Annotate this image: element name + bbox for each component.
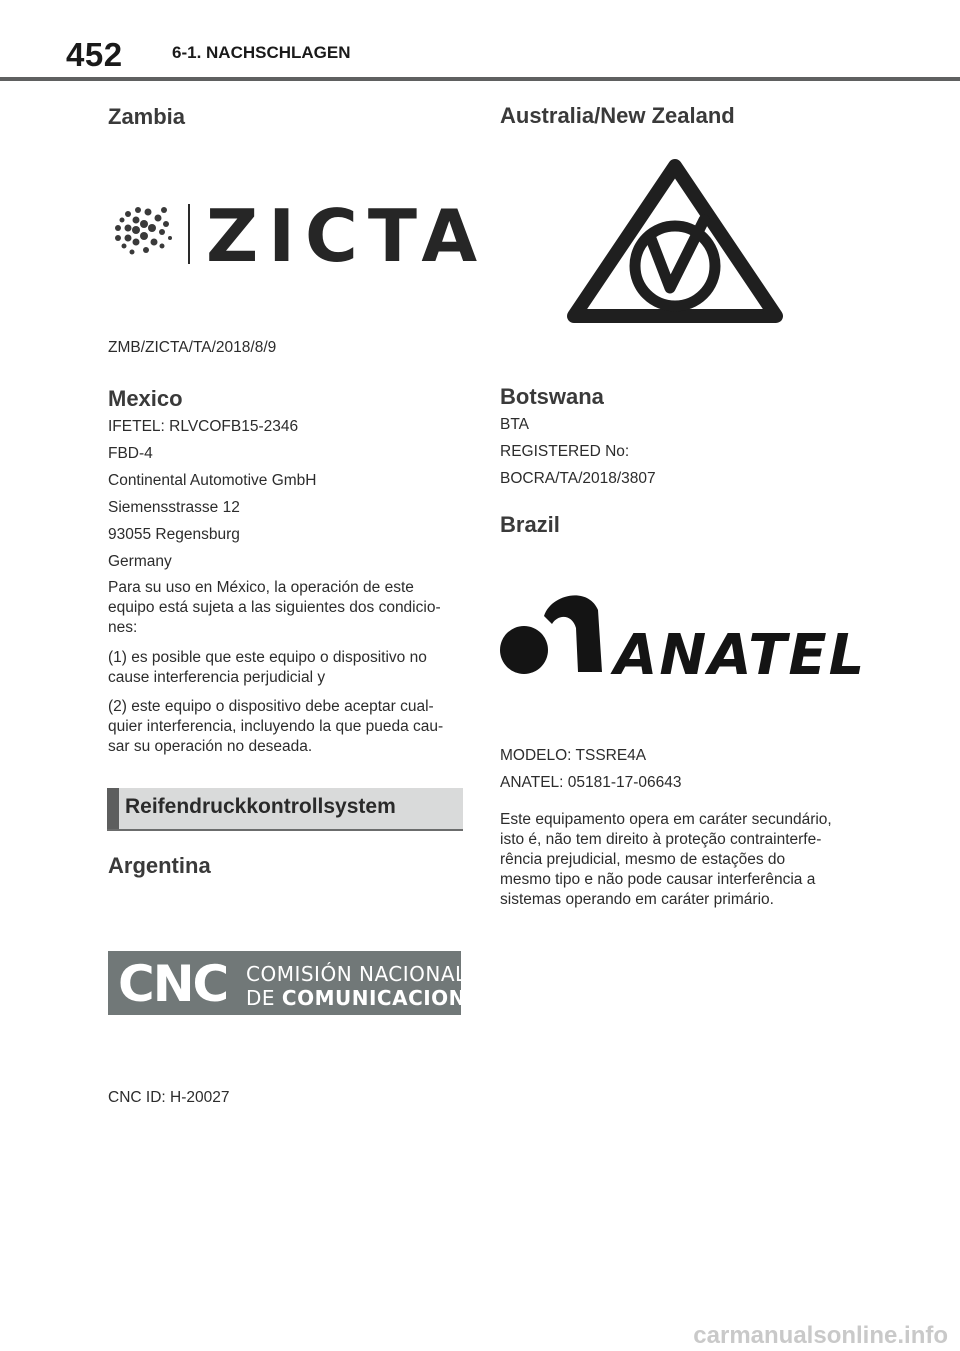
mexico-line: Continental Automotive GmbH [108, 472, 317, 489]
header-rule [0, 77, 960, 81]
mexico-line: IFETEL: RLVCOFB15-2346 [108, 418, 299, 435]
mexico-line: FBD-4 [108, 445, 153, 462]
botswana-line: BTA [500, 416, 529, 433]
mexico-condition-2 [108, 697, 468, 757]
watermark: carmanualsonline.info [693, 1322, 948, 1349]
text-line: isto é, não tem direito à proteção contrainterfe- [500, 831, 822, 848]
mexico-paragraph [108, 578, 468, 638]
section-bar [107, 788, 463, 831]
cnc-abbr: CNC [118, 955, 228, 1013]
australia-heading: Australia/New Zealand [500, 103, 735, 128]
rcm-check-icon [562, 158, 788, 328]
text-line: Para su uso en México, la operación de este [108, 579, 414, 596]
text-line: sar su operación no deseada. [108, 738, 313, 755]
brazil-heading: Brazil [500, 512, 560, 537]
page-number: 452 [66, 36, 123, 73]
svg-text:ANATEL: ANATEL [614, 623, 867, 688]
zicta-logo [108, 194, 488, 278]
chapter-title: 6-1. NACHSCHLAGEN [172, 43, 351, 62]
section-accent [107, 788, 119, 829]
botswana-line: BOCRA/TA/2018/3807 [500, 470, 656, 487]
anatel-emblem-icon [496, 588, 867, 688]
cnc-logo [108, 951, 495, 1015]
zambia-registration: ZMB/ZICTA/TA/2018/8/9 [108, 339, 277, 356]
cnc-line1: COMISIÓN NACIONAL [246, 962, 467, 986]
mexico-heading: Mexico [108, 386, 183, 411]
mexico-line: Germany [108, 553, 172, 570]
mexico-line: 93055 Regensburg [108, 526, 240, 543]
text-line: (2) este equipo o dispositivo debe aceptar cual- [108, 698, 434, 715]
mexico-line: Siemensstrasse 12 [108, 499, 240, 516]
botswana-heading: Botswana [500, 384, 604, 409]
text-line: (1) es posible que este equipo o dispositivo no [108, 649, 427, 666]
rcm-logo [562, 158, 788, 328]
text-line: cause interferencia perjudicial y [108, 669, 326, 686]
brazil-model: MODELO: TSSRE4A [500, 747, 647, 764]
zicta-emblem-icon [108, 194, 488, 278]
mexico-condition-1 [108, 648, 468, 688]
brazil-paragraph [500, 810, 870, 910]
text-line: nes: [108, 619, 138, 636]
text-line: Este equipamento opera em caráter secundário, [500, 811, 832, 828]
zambia-heading: Zambia [108, 104, 186, 129]
anatel-logo [496, 588, 867, 688]
text-line: mesmo tipo e não pode causar interferência a [500, 871, 816, 888]
text-line: equipo está sujeta a las siguientes dos condicio- [108, 599, 441, 616]
argentina-id: CNC ID: H-20027 [108, 1089, 230, 1106]
cnc-line2: DE COMUNICACIONES [246, 986, 495, 1010]
section-title: Reifendruckkontrollsystem [125, 795, 396, 818]
botswana-line: REGISTERED No: [500, 443, 630, 460]
argentina-heading: Argentina [108, 853, 211, 878]
text-line: sistemas operando em caráter primário. [500, 891, 774, 908]
text-line: rência prejudicial, mesmo de estações do [500, 851, 786, 868]
brazil-anatel-number: ANATEL: 05181-17-06643 [500, 774, 682, 791]
svg-text:ZICTA: ZICTA [206, 194, 488, 278]
text-line: quier interferencia, incluyendo la que pueda cau- [108, 718, 444, 735]
